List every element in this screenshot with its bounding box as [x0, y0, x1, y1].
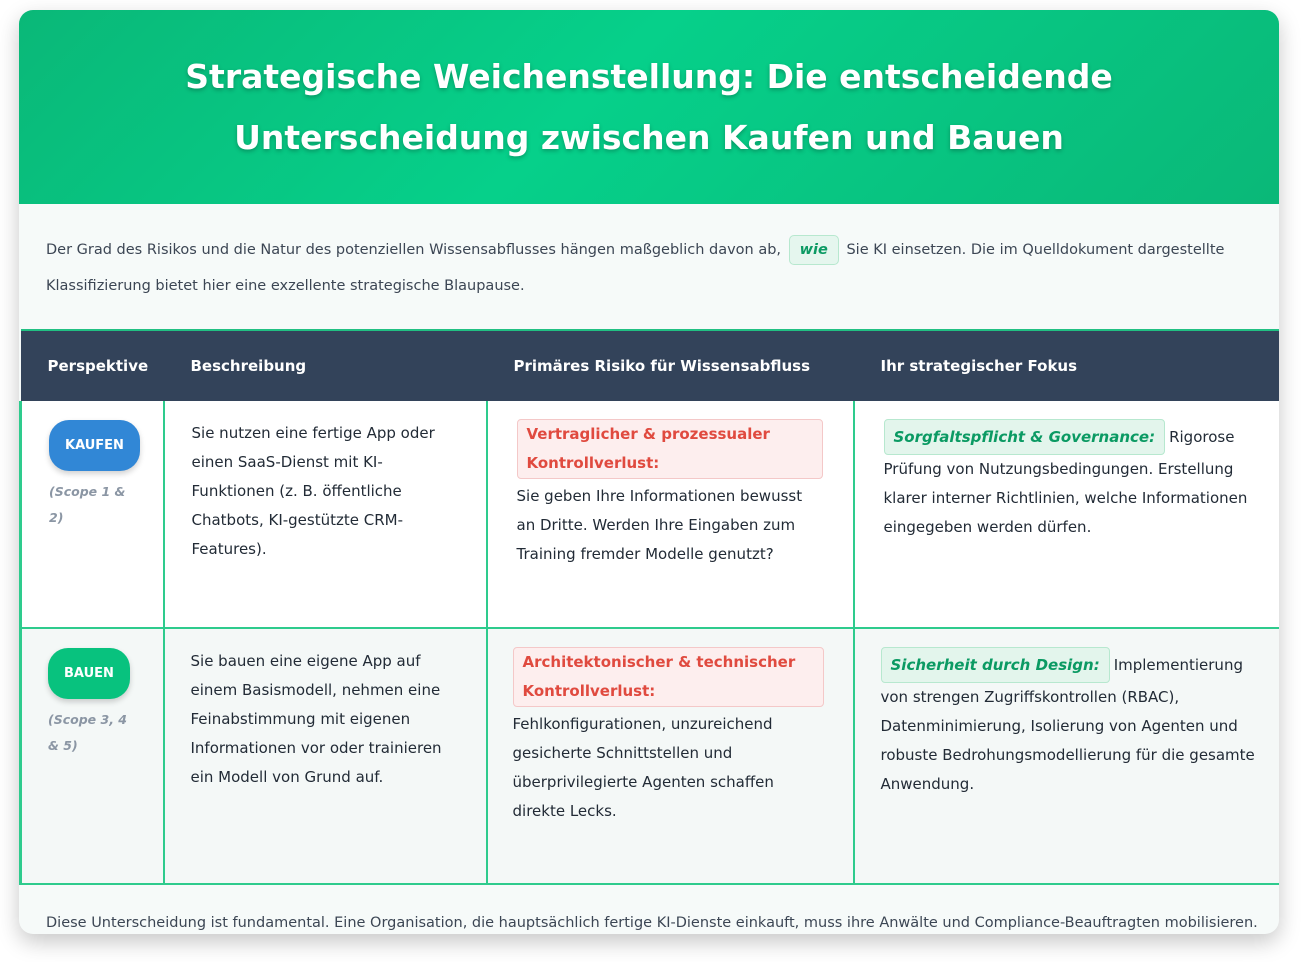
focus-text: Rigorose Prüfung von Nutzungsbedingungen. Erstellung klarer interner Richtlinien, welche Informationen eingegeben werden dürfen.: [883, 428, 1248, 536]
risk-title: Vertraglicher & prozessualer Kontrollverlust:: [517, 419, 823, 479]
risk-text: Fehlkonfigurationen, unzureichend gesicherte Schnittstellen und überprivilegierte Agenten schaffen direkte Lecks.: [512, 715, 774, 820]
page-header: [19, 10, 1279, 204]
cell-perspective: [21, 401, 164, 628]
cell-description: [164, 401, 487, 628]
header-description: Beschreibung: [164, 330, 487, 401]
comparison-table: [19, 329, 1279, 885]
cell-description: [164, 628, 487, 884]
cell-focus: [854, 401, 1280, 628]
risk-text: Sie geben Ihre Informationen bewusst an Dritte. Werden Ihre Eingaben zum Training fremder Modelle genutzt?: [516, 487, 803, 563]
focus-text: Implementierung von strengen Zugriffskontrollen (RBAC), Datenminimierung, Isolierung von Agenten und robuste Bedrohungsmodellierung für die gesamte Anwendung.: [880, 656, 1255, 793]
table-header-row: [21, 330, 1280, 401]
header-focus: Ihr strategischer Fokus: [854, 330, 1280, 401]
focus-title: Sorgfaltspflicht & Governance:: [884, 419, 1166, 455]
cell-perspective: [21, 628, 164, 884]
focus-title: Sicherheit durch Design:: [881, 647, 1110, 683]
buy-badge: KAUFEN: [49, 420, 140, 471]
table-row-buy: [21, 401, 1280, 628]
description-text: Sie nutzen eine fertige App oder einen SaaS-Dienst mit KI-Funktionen (z. B. öffentliche Chatbots, KI-gestützte CRM-Features).: [191, 424, 435, 558]
intro-paragraph: [19, 204, 1279, 329]
table-row-build: [21, 628, 1280, 884]
intro-text-before: Der Grad des Risikos und die Natur des potenziellen Wissensabflusses hängen maßgeblich davon ab,: [46, 242, 782, 258]
intro-highlight: wie: [789, 235, 839, 265]
header-perspective: Perspektive: [21, 330, 164, 401]
description-text: Sie bauen eine eigene App auf einem Basismodell, nehmen eine Feinabstimmung mit eigenen Informationen vor oder trainieren ein Modell von Grund auf.: [190, 652, 442, 786]
intro-text-after: Sie KI einsetzen. Die im Quelldokument dargestellte Klassifizierung bietet hier eine exzellente strategische Blaupause.: [46, 242, 1225, 294]
cell-risk: [487, 401, 854, 628]
cell-risk: [487, 628, 854, 884]
risk-title: Architektonischer & technischer Kontrollverlust:: [513, 647, 824, 707]
scope-label: (Scope 1 & 2): [49, 484, 126, 525]
page-title: Strategische Weichenstellung: Die entscheidende Unterscheidung zwischen Kaufen und Bauen: [185, 57, 1113, 157]
content-card: [19, 10, 1279, 934]
cell-focus: [854, 628, 1280, 884]
scope-label: (Scope 3, 4 & 5): [48, 712, 127, 753]
header-risk: Primäres Risiko für Wissensabfluss: [487, 330, 854, 401]
build-badge: BAUEN: [48, 648, 130, 699]
footer-note: Diese Unterscheidung ist fundamental. Eine Organisation, die hauptsächlich fertige KI-Dienste einkauft, muss ihre Anwälte und Compliance-Beauftragten mobilisieren.: [46, 915, 1258, 931]
